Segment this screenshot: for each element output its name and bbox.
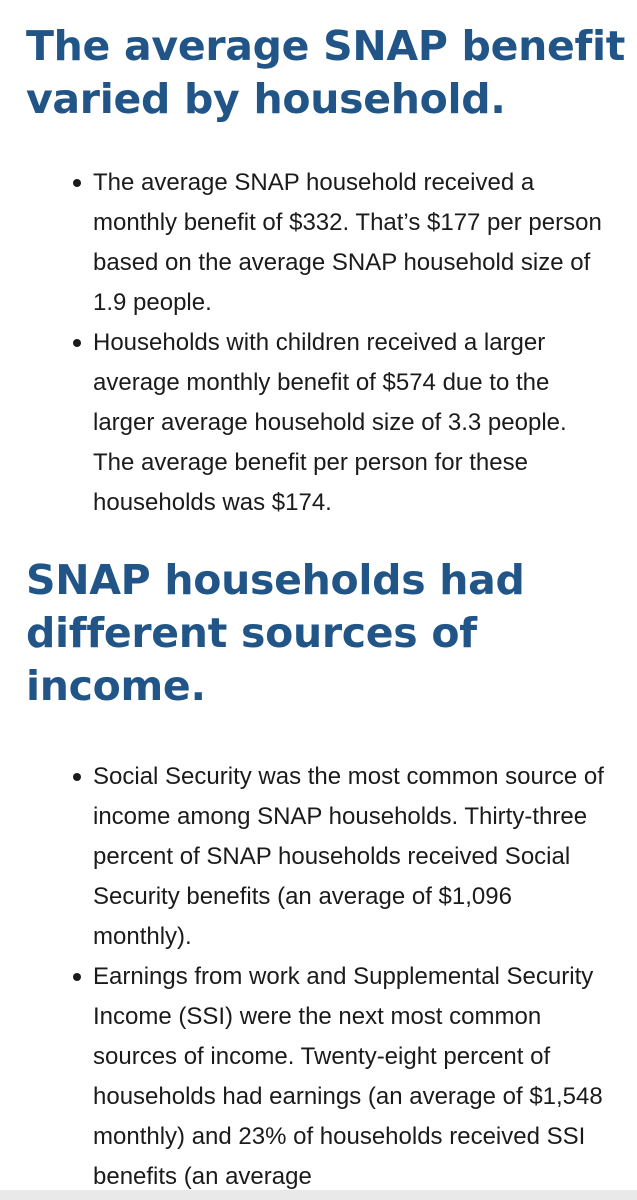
section-heading-average-benefit: The average SNAP benefit varied by household. bbox=[26, 22, 626, 123]
list-item-text: Earnings from work and Supplemental Security Income (SSI) were the next most common sources of income. Twenty-eight percent of households had earnings (an average of $1,548 monthly) and 23% of households received SSI benefits (an average bbox=[93, 963, 603, 1190]
section-heading-income-sources: SNAP households had different sources of income. bbox=[26, 556, 525, 710]
list-item bbox=[93, 323, 613, 523]
bullet-icon bbox=[73, 973, 81, 981]
list-item bbox=[93, 757, 613, 957]
bullet-icon bbox=[73, 179, 81, 187]
list-item-text: Households with children received a larger average monthly benefit of $574 due to the larger average household size of 3.3 people. The average benefit per person for these households was $174. bbox=[93, 329, 567, 516]
bullet-list-income-sources bbox=[93, 757, 613, 1197]
list-item bbox=[93, 163, 613, 323]
bullet-list-average-benefit bbox=[93, 163, 613, 523]
list-item bbox=[93, 957, 613, 1197]
bullet-icon bbox=[73, 339, 81, 347]
list-item-text: The average SNAP household received a monthly benefit of $332. That’s $177 per person based on the average SNAP household size of 1.9 people. bbox=[93, 169, 602, 316]
bullet-icon bbox=[73, 773, 81, 781]
list-item-text: Social Security was the most common source of income among SNAP households. Thirty-three percent of SNAP households received Social Security benefits (an average of $1,096 monthly). bbox=[93, 763, 604, 950]
bottom-bar bbox=[0, 1190, 637, 1200]
